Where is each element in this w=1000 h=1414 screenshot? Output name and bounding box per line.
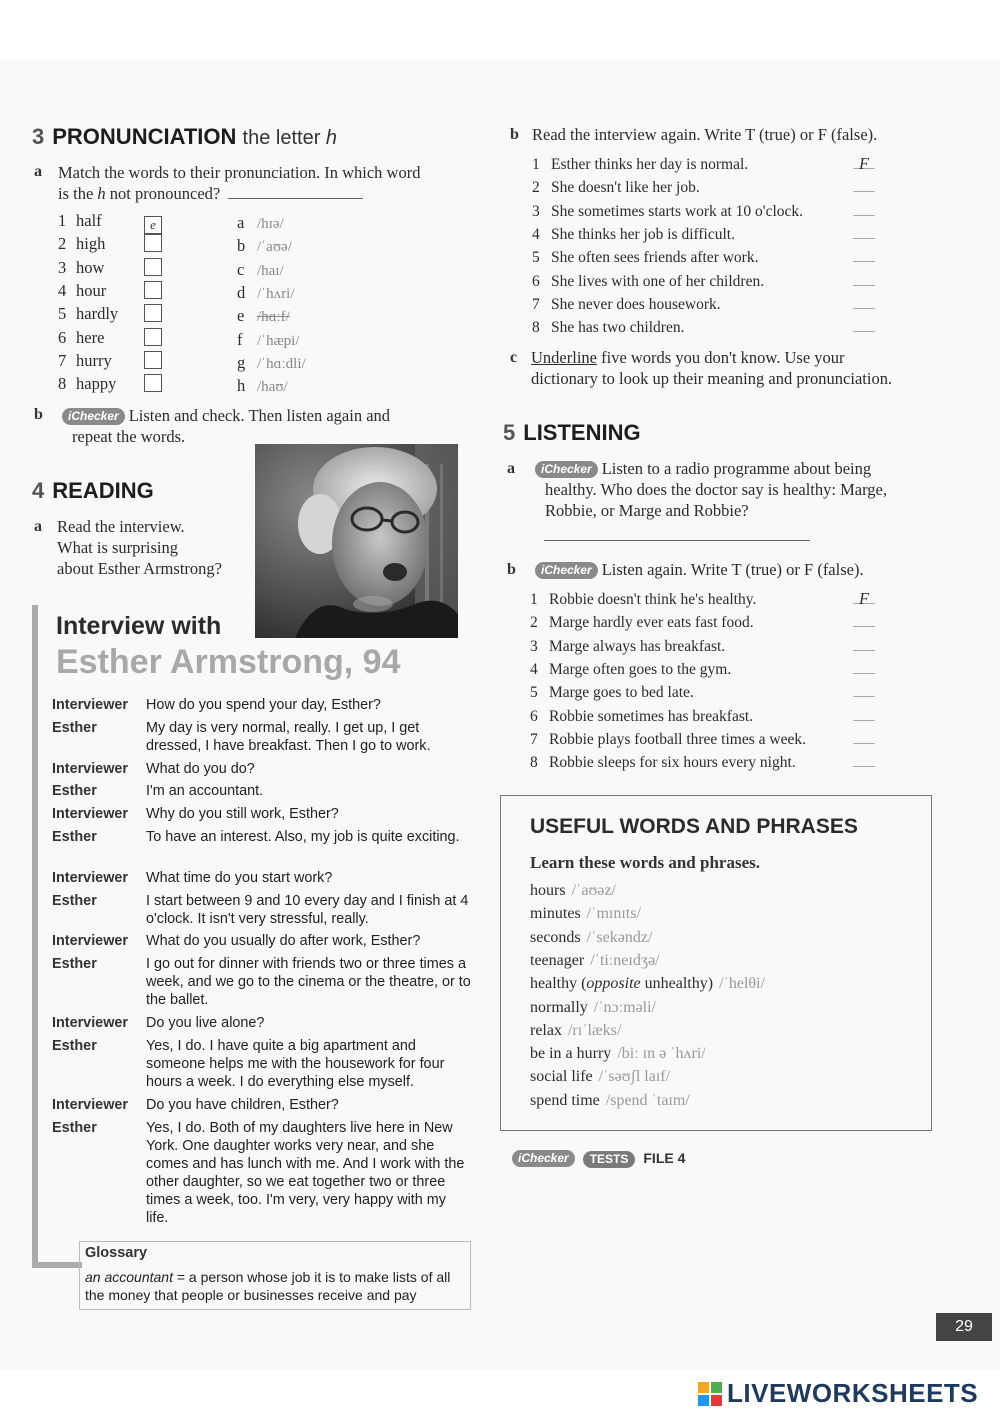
true-false-answer[interactable] (853, 611, 875, 627)
word-row (58, 373, 162, 396)
section3-a-instruction: Match the words to their pronunciation. In which word is the h not pronounced? (58, 163, 421, 203)
useful-word-pronunciation: /ˈhelθi/ (719, 975, 765, 993)
useful-word-pronunciation: /biː ɪn ə ˈhʌri/ (617, 1045, 706, 1063)
ichecker-badge[interactable]: iChecker (512, 1150, 575, 1167)
item-text: She doesn't like her job. (551, 179, 700, 197)
dialogue-speaker: Interviewer (52, 870, 128, 886)
useful-word: teenager (530, 951, 585, 969)
true-false-item (530, 611, 875, 634)
true-false-item (532, 246, 875, 269)
item-number: 7 (532, 295, 540, 313)
word-number: 6 (58, 327, 67, 347)
true-false-answer[interactable] (853, 270, 875, 286)
dialogue-speaker: Interviewer (52, 1015, 128, 1031)
useful-word: minutes (530, 905, 581, 923)
section3-a-letter: a (34, 163, 42, 180)
word-text: here (76, 327, 105, 347)
useful-word-pronunciation: /rɪˈlæks/ (567, 1021, 622, 1039)
esther-photo-image (255, 444, 458, 638)
interview-title-line1: Interview with (56, 612, 222, 640)
useful-word-pronunciation: /ˈsəʊʃl laɪf/ (598, 1068, 671, 1086)
section5-b-letter: b (507, 561, 516, 578)
ichecker-badge[interactable]: iChecker (535, 461, 598, 478)
word-number: 1 (58, 211, 67, 230)
answer-box[interactable] (144, 304, 162, 322)
true-false-item (532, 200, 875, 223)
section3-b-letter: b (34, 406, 43, 423)
footer-badges (512, 1150, 685, 1168)
item-text: She sometimes starts work at 10 o'clock. (551, 202, 804, 220)
dialogue-text: I go out for dinner with friends two or three times a week, and we go to the cinema or the theatre, or to the ballet. (146, 956, 471, 1008)
answer-box[interactable] (144, 374, 162, 392)
pronunciation-text: /ˈhɑːdli/ (257, 355, 306, 372)
item-number: 2 (532, 179, 540, 197)
useful-word: hours (530, 882, 566, 899)
section5-a-instruction: iChecker Listen to a radio programme about being healthy. Who does the doctor say is healthy: Marge, Robbie, or Marge and Robbie? (535, 458, 935, 521)
useful-word-row (530, 1045, 706, 1063)
pronunciation-letter: e (237, 306, 245, 326)
useful-word-row (530, 929, 652, 947)
section4-a-instruction: Read the interview. What is surprising about Esther Armstrong? (57, 517, 222, 578)
pronunciation-row (237, 305, 290, 328)
pronunciation-row (237, 235, 292, 258)
word-row (58, 303, 162, 326)
answer-blank[interactable] (228, 185, 363, 199)
answer-box[interactable]: e (144, 216, 162, 234)
pronunciation-text: /hɑːf/ (257, 309, 290, 326)
glossary-title: Glossary (85, 1245, 148, 1261)
useful-words-subtitle: Learn these words and phrases. (530, 853, 760, 872)
useful-word-row (530, 882, 616, 900)
dialogue-speaker: Esther (52, 720, 97, 736)
true-false-answer[interactable]: F (853, 588, 875, 604)
word-text: how (76, 257, 105, 277)
word-row (58, 233, 162, 256)
item-text: She thinks her job is difficult. (551, 225, 735, 243)
useful-word-pronunciation: /ˈsekəndz/ (586, 928, 653, 946)
section4-c-letter: c (510, 349, 518, 366)
dialogue-speaker: Esther (52, 1038, 97, 1054)
pronunciation-letter: d (237, 282, 246, 302)
word-number: 4 (58, 280, 67, 300)
pronunciation-letter: g (237, 352, 246, 372)
pronunciation-row (237, 212, 284, 235)
true-false-answer[interactable] (853, 246, 875, 262)
pronunciation-row (237, 282, 295, 305)
word-text: hour (76, 280, 107, 300)
true-false-item (530, 728, 875, 751)
useful-word: healthy (opposite unhealthy) (530, 975, 714, 993)
useful-word-row (530, 1068, 670, 1086)
true-false-answer[interactable] (853, 223, 875, 239)
liveworksheets-logo (697, 1378, 978, 1409)
true-false-item (530, 658, 875, 681)
pronunciation-row (237, 259, 284, 282)
true-false-item (530, 681, 875, 704)
useful-word: seconds (530, 928, 581, 946)
useful-word: spend time (530, 1091, 600, 1109)
dialogue-text: What do you usually do after work, Esther? (146, 933, 421, 949)
pronunciation-text: /ˈhʌri/ (257, 285, 295, 302)
item-number: 1 (530, 591, 538, 608)
answer-box[interactable] (144, 281, 162, 299)
section5-a-letter: a (507, 460, 515, 477)
true-false-answer[interactable] (853, 200, 875, 216)
dialogue-speaker: Interviewer (52, 933, 128, 949)
dialogue-text: Yes, I do. I have quite a big apartment and someone helps me with the housework for four hours a week. I do everything else myself. (146, 1038, 445, 1090)
pronunciation-letter: a (237, 213, 245, 232)
word-text: hardly (76, 304, 119, 324)
useful-word-row (530, 999, 656, 1017)
section4-b-letter: b (510, 126, 519, 143)
item-number: 6 (532, 272, 540, 290)
item-number: 3 (532, 202, 540, 220)
item-text: She has two children. (551, 319, 685, 337)
word-row (58, 327, 162, 350)
dialogue-text: Do you live alone? (146, 1015, 265, 1031)
answer-box[interactable] (144, 234, 162, 252)
useful-word-row (530, 1092, 690, 1110)
word-number: 5 (58, 304, 67, 324)
item-number: 7 (530, 730, 538, 748)
useful-word: be in a hurry (530, 1045, 612, 1063)
section5-b-instruction: iChecker Listen again. Write T (true) or F (false). (535, 559, 864, 580)
word-text: hurry (76, 350, 112, 370)
true-false-answer[interactable] (853, 635, 875, 651)
true-false-item (532, 153, 875, 176)
word-number: 7 (58, 350, 67, 370)
dialogue-text: Do you have children, Esther? (146, 1097, 339, 1113)
pronunciation-letter: f (237, 329, 243, 349)
item-number: 1 (532, 156, 540, 173)
true-false-item (532, 176, 875, 199)
true-false-item (532, 293, 875, 316)
true-false-item (530, 705, 875, 728)
useful-word-row (530, 1022, 621, 1040)
item-number: 2 (530, 614, 538, 632)
word-number: 3 (58, 257, 67, 277)
section5-a-answer-line[interactable] (544, 540, 810, 541)
dialogue-speaker: Esther (52, 956, 97, 972)
ichecker-badge[interactable]: iChecker (62, 408, 125, 425)
useful-word-pronunciation: /ˈmɪnɪts/ (586, 905, 641, 923)
item-text: Robbie plays football three times a week. (549, 730, 806, 748)
item-text: Marge always has breakfast. (549, 637, 726, 655)
true-false-item (530, 635, 875, 658)
dialogue-text: What do you do? (146, 761, 255, 777)
dialogue-text: To have an interest. Also, my job is quite exciting. (146, 829, 460, 845)
section4-b-instruction: Read the interview again. Write T (true) or F (false). (532, 125, 878, 144)
pronunciation-letter: b (237, 236, 246, 256)
section4-a-letter: a (34, 518, 42, 535)
item-text: Marge often goes to the gym. (549, 660, 732, 678)
useful-words-title: USEFUL WORDS AND PHRASES (530, 815, 858, 838)
pronunciation-text: /hɪə/ (257, 216, 284, 232)
true-false-answer[interactable] (853, 728, 875, 744)
true-false-item (532, 316, 875, 339)
liveworksheets-icon (697, 1381, 723, 1407)
pronunciation-row (237, 375, 288, 398)
item-text: Robbie sometimes has breakfast. (549, 707, 754, 725)
section4-heading: 4 READING (32, 478, 154, 503)
word-row (58, 257, 162, 280)
dialogue-speaker: Esther (52, 783, 97, 799)
word-row (58, 350, 162, 373)
item-text: She never does housework. (551, 295, 721, 313)
word-number: 8 (58, 374, 67, 394)
item-text: Marge hardly ever eats fast food. (549, 614, 754, 632)
section3-heading: 3 PRONUNCIATION the letter h (32, 124, 338, 149)
page-number: 29 (936, 1313, 992, 1341)
dialogue-speaker: Interviewer (52, 761, 128, 777)
item-text: Robbie sleeps for six hours every night. (549, 754, 796, 772)
word-text: high (76, 234, 106, 254)
dialogue-speaker: Esther (52, 893, 97, 909)
ichecker-badge[interactable]: iChecker (535, 562, 598, 579)
true-false-item (530, 588, 875, 611)
word-number: 2 (58, 234, 67, 254)
useful-word: relax (530, 1021, 562, 1039)
word-text: half (76, 211, 102, 230)
dialogue-speaker: Esther (52, 829, 97, 845)
useful-word-row (530, 975, 765, 993)
true-false-answer[interactable] (853, 316, 875, 332)
pronunciation-text: /ˈaʊə/ (257, 239, 292, 256)
pronunciation-letter: h (237, 376, 246, 396)
dialogue-text: My day is very normal, really. I get up, I get dressed, I have breakfast. Then I go to work. (146, 720, 431, 754)
dialogue-text: Yes, I do. Both of my daughters live here in New York. One daughter works very near, and she comes and has lunch with me. And I work with the other daughter, so we eat together two or three times a week, too. I'm very, very happy with my life. (146, 1120, 465, 1226)
useful-word-pronunciation: /spend ˈtaɪm/ (605, 1091, 690, 1109)
answer-box[interactable] (144, 258, 162, 276)
dialogue-speaker: Esther (52, 1120, 97, 1136)
true-false-item (532, 270, 875, 293)
tests-badge[interactable]: TESTS (583, 1151, 636, 1168)
dialogue-text: Why do you still work, Esther? (146, 806, 339, 822)
item-text: Robbie doesn't think he's healthy. (549, 591, 757, 608)
item-text: Esther thinks her day is normal. (551, 156, 749, 173)
useful-word-row (530, 952, 660, 970)
true-false-answer[interactable] (853, 176, 875, 192)
useful-word-pronunciation: /ˈnɔːməli/ (593, 998, 656, 1016)
section3-b-instruction: iChecker Listen and check. Then listen again and repeat the words. (62, 405, 462, 447)
word-row (58, 210, 162, 233)
liveworksheets-text: LIVEWORKSHEETS (727, 1378, 979, 1408)
word-text: happy (76, 374, 117, 394)
item-number: 3 (530, 637, 538, 655)
item-number: 6 (530, 707, 538, 725)
section5-heading: 5 LISTENING (503, 420, 641, 445)
useful-word: normally (530, 998, 588, 1016)
file-label: FILE 4 (643, 1150, 686, 1166)
true-false-item (532, 223, 875, 246)
item-number: 5 (532, 249, 540, 267)
item-number: 4 (530, 660, 538, 678)
true-false-answer[interactable] (853, 293, 875, 309)
item-text: She lives with one of her children. (551, 272, 765, 290)
item-number: 8 (532, 319, 540, 337)
answer-box[interactable] (144, 328, 162, 346)
interview-sidebar-foot (32, 1262, 82, 1268)
esther-photo (255, 444, 458, 638)
pronunciation-letter: c (237, 259, 245, 279)
dialogue-speaker: Interviewer (52, 1097, 128, 1113)
pronunciation-text: /haɪ/ (257, 262, 284, 279)
true-false-answer[interactable] (853, 681, 875, 697)
item-number: 4 (532, 225, 540, 243)
dialogue-text: How do you spend your day, Esther? (146, 697, 381, 713)
glossary-text: an accountant = a person whose job it is to make lists of all the money that people or businesses receive and pay (85, 1269, 451, 1303)
pronunciation-row (237, 352, 306, 375)
pronunciation-text: /ˈhæpi/ (257, 332, 300, 349)
useful-word: social life (530, 1068, 593, 1086)
word-row (58, 280, 162, 303)
useful-word-pronunciation: /ˈaʊəz/ (571, 882, 616, 899)
item-number: 5 (530, 684, 538, 702)
dialogue-speaker: Interviewer (52, 806, 128, 822)
pronunciation-row (237, 329, 300, 352)
true-false-answer[interactable] (853, 705, 875, 721)
answer-box[interactable] (144, 351, 162, 369)
item-number: 8 (530, 754, 538, 772)
section4-c-instruction: Underline five words you don't know. Use your dictionary to look up their meaning and pronunciation. (531, 348, 893, 388)
pronunciation-text: /haʊ/ (257, 379, 288, 396)
dialogue-text: I start between 9 and 10 every day and I finish at 4 o'clock. It isn't very stressful, really. (146, 893, 469, 927)
useful-word-pronunciation: /ˈtiːneɪdʒə/ (590, 951, 660, 969)
true-false-answer[interactable] (853, 751, 875, 767)
true-false-item (530, 751, 875, 774)
dialogue-text: I'm an accountant. (146, 783, 264, 799)
interview-title-line2: Esther Armstrong, 94 (56, 643, 401, 681)
glossary-box (79, 1241, 471, 1310)
true-false-answer[interactable] (853, 658, 875, 674)
true-false-answer[interactable]: F (853, 153, 875, 169)
useful-word-row (530, 905, 641, 923)
dialogue-text: What time do you start work? (146, 870, 333, 886)
item-text: She often sees friends after work. (551, 249, 759, 267)
interview-sidebar-bar (32, 605, 38, 1268)
dialogue-speaker: Interviewer (52, 697, 128, 713)
item-text: Marge goes to bed late. (549, 684, 694, 702)
